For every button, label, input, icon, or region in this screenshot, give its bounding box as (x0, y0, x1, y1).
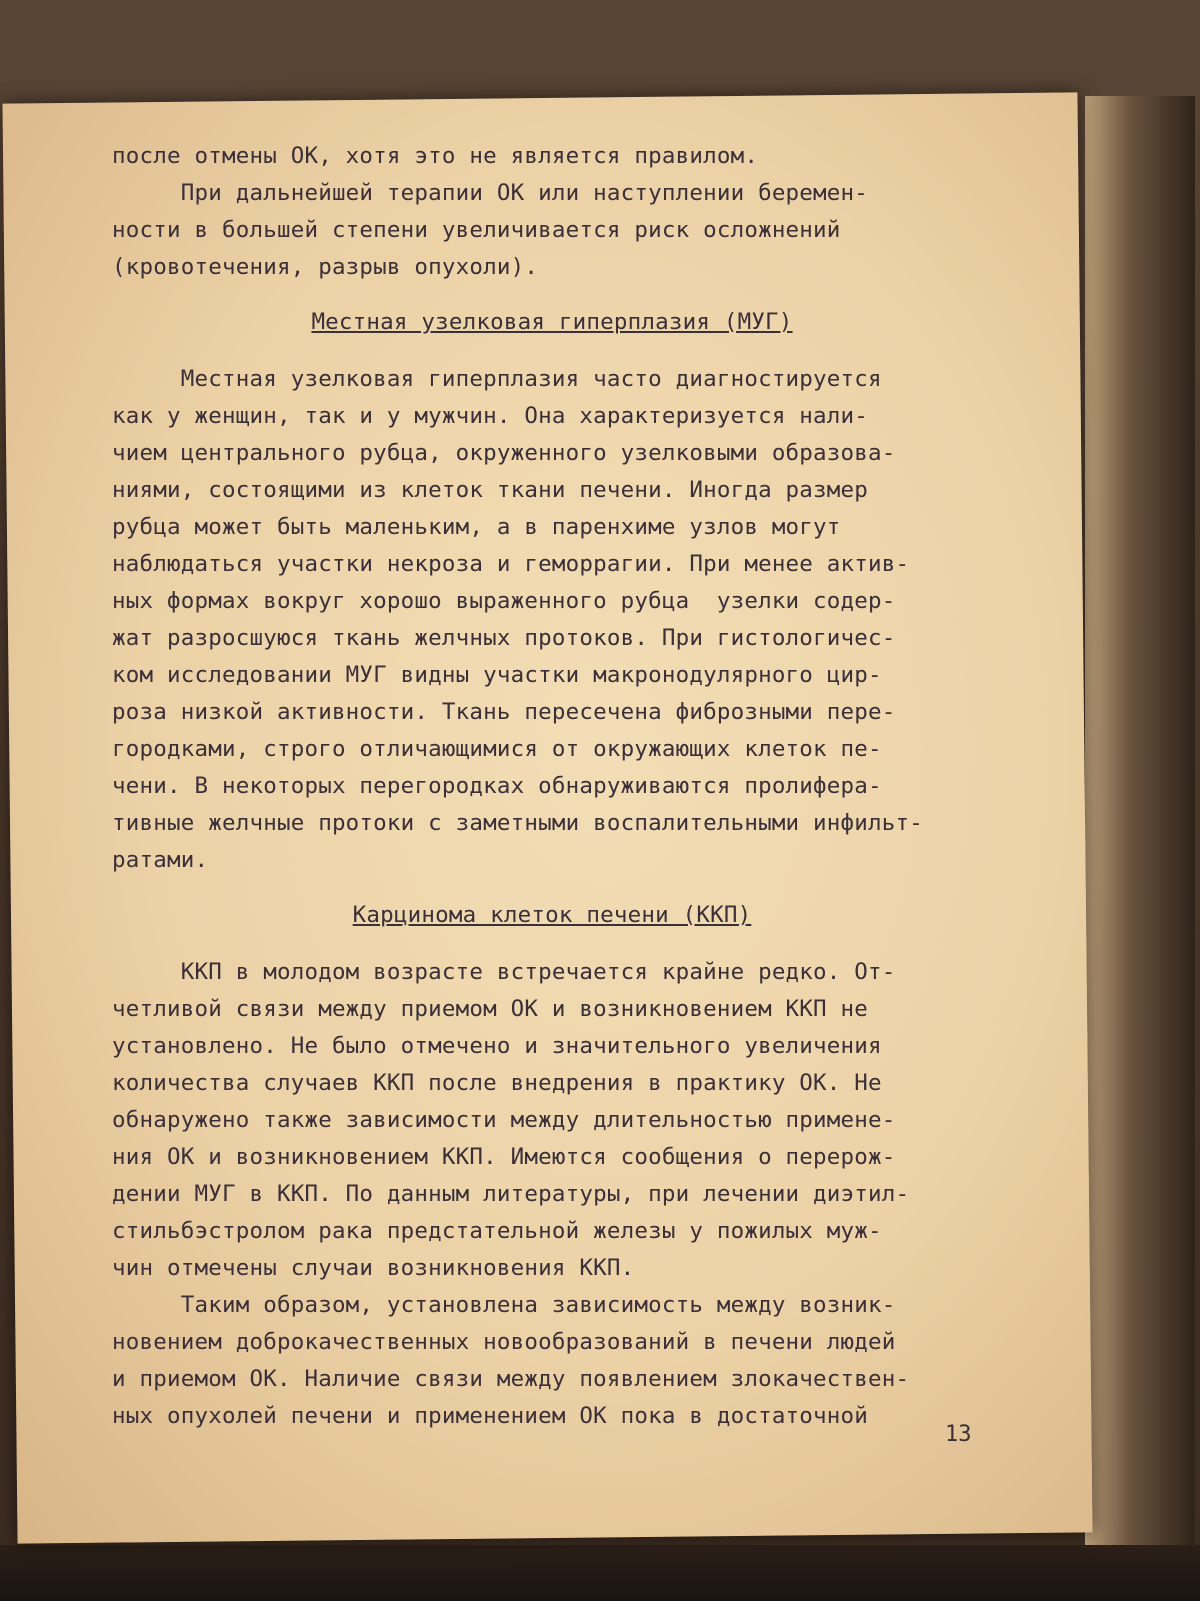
section-heading-kkp: Карцинома клеток печени (ККП) (352, 902, 752, 928)
text-line: и приемом ОК. Наличие связи между появлением злокачествен- (112, 1366, 910, 1392)
text-line: городками, строго отличающимися от окружающих клеток пе- (112, 736, 882, 762)
paragraph-block-2 (112, 361, 992, 879)
text-line: жат разросшуюся ткань желчных протоков. При гистологичес- (112, 625, 896, 651)
page-body-text (112, 138, 992, 1435)
text-line: рубца может быть маленьким, а в паренхиме узлов могут (112, 514, 841, 540)
text-line: Местная узелковая гиперплазия часто диагностируется (112, 366, 882, 392)
section-heading-mug: Местная узелковая гиперплазия (МУГ) (311, 309, 793, 335)
text-line: ния ОК и возникновением ККП. Имеются сообщения о перерож- (112, 1144, 896, 1170)
text-line: дении МУГ в ККП. По данным литературы, при лечении диэтил- (112, 1181, 910, 1207)
paragraph-block-1 (112, 138, 992, 286)
text-line: При дальнейшей терапии ОК или наступлении беремен- (112, 180, 869, 206)
text-line: как у женщин, так и у мужчин. Она характеризуется нали- (112, 403, 869, 429)
text-line: тивные желчные протоки с заметными воспалительными инфильт- (112, 810, 924, 836)
text-line: (кровотечения, разрыв опухоли). (112, 254, 539, 280)
text-line: ниями, состоящими из клеток ткани печени. Иногда размер (112, 477, 869, 503)
text-line: чием центрального рубца, окруженного узелковыми образова- (112, 440, 896, 466)
text-line: ности в большей степени увеличивается риск осложнений (112, 217, 841, 243)
text-line: ратами. (112, 847, 209, 873)
text-line: ных опухолей печени и применением ОК пока в достаточной (112, 1403, 869, 1429)
text-line: стильбэстролом рака предстательной железы у пожилых муж- (112, 1218, 882, 1244)
photo-bottom-edge (0, 1545, 1200, 1601)
page-number: 13 (945, 1422, 972, 1447)
text-line: новением доброкачественных новообразований в печени людей (112, 1329, 896, 1355)
text-line: установлено. Не было отмечено и значительного увеличения (112, 1033, 882, 1059)
text-line: ных формах вокруг хорошо выраженного рубца узелки содер- (112, 588, 896, 614)
text-line: чин отмечены случаи возникновения ККП. (112, 1255, 635, 1281)
text-line: наблюдаться участки некроза и геморрагии. При менее актив- (112, 551, 910, 577)
text-line: обнаружено также зависимости между длительностью примене- (112, 1107, 896, 1133)
text-line: роза низкой активности. Ткань пересечена фиброзными пере- (112, 699, 896, 725)
text-line: чени. В некоторых перегородках обнаруживаются пролифера- (112, 773, 882, 799)
text-line: четливой связи между приемом ОК и возникновением ККП не (112, 996, 869, 1022)
text-line: после отмены ОК, хотя это не является правилом. (112, 143, 759, 169)
text-line: количества случаев ККП после внедрения в практику ОК. Не (112, 1070, 882, 1096)
text-line: Таким образом, установлена зависимость между возник- (112, 1292, 896, 1318)
book-page-edge (1085, 96, 1195, 1546)
text-line: ком исследовании МУГ видны участки макронодулярного цир- (112, 662, 882, 688)
text-line: ККП в молодом возрасте встречается крайне редко. От- (112, 959, 896, 985)
paragraph-block-3 (112, 954, 992, 1435)
